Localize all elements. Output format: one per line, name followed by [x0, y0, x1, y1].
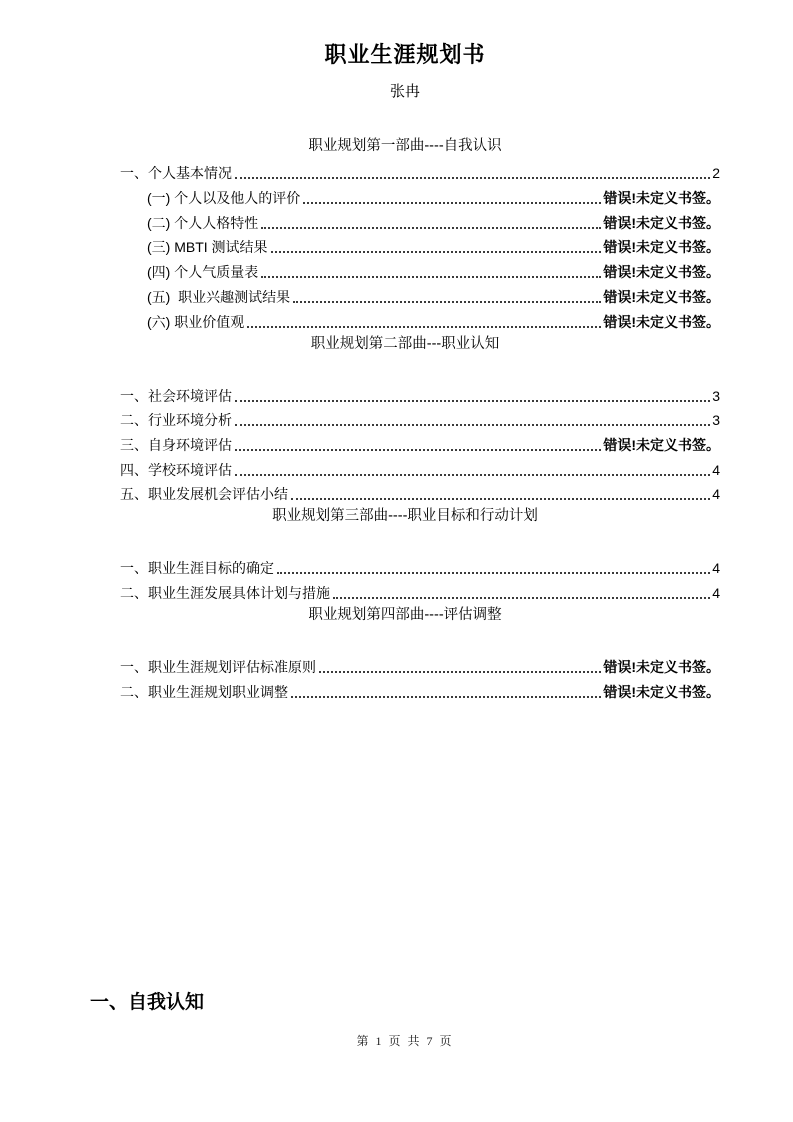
table-of-contents [90, 134, 720, 702]
toc-blank-line [90, 356, 720, 381]
toc-entry[interactable] [90, 554, 720, 579]
toc-page-number: 4 [712, 461, 720, 478]
document-content [90, 0, 720, 702]
toc-entry[interactable] [90, 208, 720, 233]
toc-part-heading: 职业规划第二部曲---职业认知 [310, 335, 500, 352]
toc-entry-label: 一、社会环境评估 [120, 387, 232, 404]
dot-leader [291, 696, 601, 698]
dot-leader [319, 671, 601, 673]
dot-leader [235, 449, 601, 451]
toc-error-bookmark: 错误!未定义书签。 [603, 313, 720, 330]
toc-entry-label: 五、职业发展机会评估小结 [120, 486, 288, 503]
dot-leader [261, 227, 601, 229]
toc-entry-label: 二、行业环境分析 [120, 412, 232, 429]
body-section-heading: 一、自我认知 [90, 992, 205, 1013]
toc-entry[interactable] [90, 159, 720, 184]
document-title: 职业生涯规划书 [324, 42, 486, 67]
toc-entry[interactable] [90, 578, 720, 603]
toc-entry-label: 四、学校环境评估 [120, 461, 232, 478]
toc-entry[interactable] [90, 480, 720, 505]
toc-blank-line [90, 628, 720, 653]
toc-entry[interactable] [90, 183, 720, 208]
toc-entry[interactable] [90, 652, 720, 677]
toc-entry-label: (二) 个人人格特性 [147, 214, 259, 231]
toc-entry[interactable] [90, 677, 720, 702]
toc-error-bookmark: 错误!未定义书签。 [603, 683, 720, 700]
toc-entry[interactable] [90, 307, 720, 332]
toc-page-number: 3 [712, 387, 720, 404]
toc-part-heading: 职业规划第四部曲----评估调整 [308, 607, 502, 624]
toc-page-number: 4 [712, 560, 720, 577]
dot-leader [277, 572, 710, 574]
dot-leader [271, 251, 602, 253]
toc-entry-label: 三、自身环境评估 [120, 436, 232, 453]
dot-leader [235, 474, 710, 476]
toc-entry-label: (五) 职业兴趣测试结果 [147, 288, 291, 305]
toc-error-bookmark: 错误!未定义书签。 [603, 436, 720, 453]
toc-entry-label: 二、职业生涯规划职业调整 [120, 683, 288, 700]
dot-leader [293, 301, 601, 303]
toc-part-heading: 职业规划第一部曲----自我认识 [308, 138, 502, 154]
page-footer: 第 1 页 共 7 页 [356, 1034, 454, 1048]
toc-entry[interactable] [90, 406, 720, 431]
toc-error-bookmark: 错误!未定义书签。 [603, 190, 720, 207]
toc-error-bookmark: 错误!未定义书签。 [603, 214, 720, 231]
toc-error-bookmark: 错误!未定义书签。 [603, 288, 720, 305]
toc-part-heading: 职业规划第三部曲----职业目标和行动计划 [272, 508, 538, 525]
toc-page-number: 2 [712, 165, 720, 182]
toc-entry-label: 二、职业生涯发展具体计划与措施 [120, 585, 330, 602]
toc-entry-label: (一) 个人以及他人的评价 [147, 190, 301, 207]
dot-leader [333, 597, 710, 599]
dot-leader [235, 424, 710, 426]
author-name: 张冉 [389, 83, 420, 100]
toc-entry-label: (六) 职业价值观 [147, 313, 245, 330]
toc-entry-label: 一、个人基本情况 [120, 165, 232, 182]
toc-entry[interactable] [90, 455, 720, 480]
dot-leader [261, 276, 601, 278]
toc-page-number: 3 [712, 412, 720, 429]
dot-leader [303, 202, 601, 204]
toc-entry[interactable] [90, 233, 720, 258]
toc-entry-label: (三) MBTI 测试结果 [147, 239, 268, 256]
toc-entry-label: 一、职业生涯目标的确定 [120, 560, 274, 577]
dot-leader [291, 498, 710, 500]
dot-leader [235, 177, 710, 179]
dot-leader [235, 400, 710, 402]
toc-blank-line [90, 529, 720, 554]
toc-entry-label: 一、职业生涯规划评估标准原则 [120, 659, 316, 676]
toc-entry[interactable] [90, 282, 720, 307]
toc-error-bookmark: 错误!未定义书签。 [603, 239, 720, 256]
toc-page-number: 4 [712, 486, 720, 503]
toc-entry[interactable] [90, 430, 720, 455]
toc-error-bookmark: 错误!未定义书签。 [603, 264, 720, 281]
toc-entry[interactable] [90, 381, 720, 406]
toc-error-bookmark: 错误!未定义书签。 [603, 659, 720, 676]
dot-leader [247, 326, 601, 328]
toc-entry-label: (四) 个人气质量表 [147, 264, 259, 281]
toc-entry[interactable] [90, 257, 720, 282]
toc-page-number: 4 [712, 585, 720, 602]
